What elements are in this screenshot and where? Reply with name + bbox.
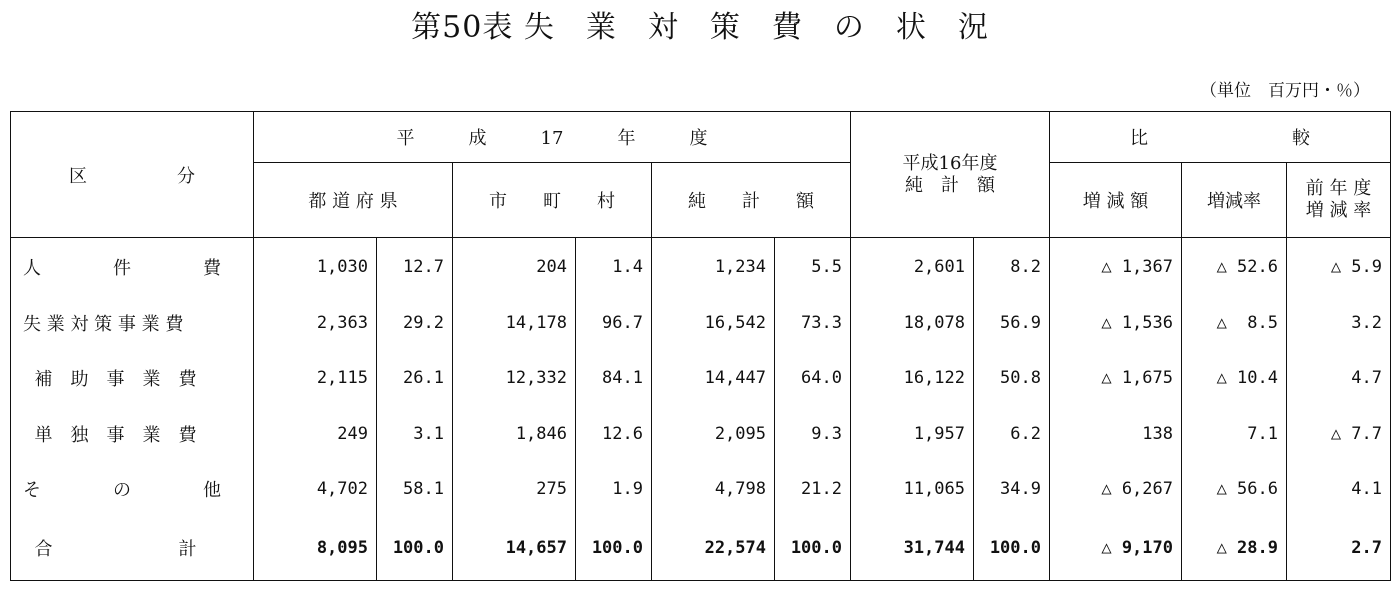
net-pct: 64.0	[775, 351, 851, 406]
change-amount: △ 9,170	[1050, 516, 1182, 580]
header-fy16-line2: 純 計 額	[905, 174, 995, 196]
table-row	[11, 351, 1391, 406]
muni-amount: 14,657	[453, 516, 576, 580]
table-row	[11, 461, 1391, 516]
prev-year-rate: △ 5.9	[1330, 256, 1383, 277]
prev-year-rate: 2.7	[1351, 538, 1383, 559]
header-fy17: 平 成 17 年 度	[254, 112, 851, 163]
pref-amount: 4,702	[254, 461, 377, 516]
fy16-pct: 8.2	[974, 238, 1050, 296]
muni-amount: 275	[453, 461, 576, 516]
row-label: 人 件 費	[11, 238, 254, 296]
pref-amount: 1,030	[254, 238, 377, 296]
fy16-pct: 6.2	[974, 406, 1050, 461]
header-change-amount: 増 減 額	[1050, 163, 1182, 238]
change-rate: △ 56.6	[1182, 461, 1287, 516]
prev-year-rate: △ 7.7	[1330, 423, 1383, 444]
net-amount: 16,542	[652, 296, 775, 351]
pref-amount: 2,363	[254, 296, 377, 351]
net-pct: 5.5	[775, 238, 851, 296]
prev-year-rate: 4.7	[1351, 368, 1383, 389]
row-label: 補 助 事 業 費	[11, 351, 254, 406]
fy16-pct: 56.9	[974, 296, 1050, 351]
table-row	[11, 406, 1391, 461]
pref-amount: 8,095	[254, 516, 377, 580]
fy16-pct: 50.8	[974, 351, 1050, 406]
net-amount: 1,234	[652, 238, 775, 296]
fy16-amount: 18,078	[851, 296, 974, 351]
pref-pct: 58.1	[377, 461, 453, 516]
change-rate: △ 52.6	[1182, 238, 1287, 296]
muni-amount: 14,178	[453, 296, 576, 351]
change-amount: △ 6,267	[1050, 461, 1182, 516]
unit-note: （単位 百万円・％）	[1200, 81, 1370, 101]
net-pct: 21.2	[775, 461, 851, 516]
net-pct: 100.0	[775, 516, 851, 580]
header-prev-year-change-rate	[1287, 163, 1391, 238]
row-label: 単 独 事 業 費	[11, 406, 254, 461]
muni-pct: 96.7	[576, 296, 652, 351]
muni-pct: 84.1	[576, 351, 652, 406]
pref-pct: 12.7	[377, 238, 453, 296]
fy16-amount: 16,122	[851, 351, 974, 406]
fy16-amount: 1,957	[851, 406, 974, 461]
net-pct: 73.3	[775, 296, 851, 351]
fy16-pct: 100.0	[974, 516, 1050, 580]
header-change-rate: 増減率	[1182, 163, 1287, 238]
change-amount: 138	[1050, 406, 1182, 461]
fy16-amount: 31,744	[851, 516, 974, 580]
table-row	[11, 238, 1391, 296]
change-rate: △ 8.5	[1182, 296, 1287, 351]
header-comparison: 比 較	[1050, 112, 1391, 163]
row-label: 失 業 対 策 事 業 費	[11, 296, 254, 351]
net-amount: 14,447	[652, 351, 775, 406]
change-rate: △ 28.9	[1182, 516, 1287, 580]
header-municipalities: 市 町 村	[453, 163, 652, 238]
header-category: 区 分	[11, 112, 254, 238]
change-amount: △ 1,536	[1050, 296, 1182, 351]
pref-amount: 249	[254, 406, 377, 461]
net-amount: 4,798	[652, 461, 775, 516]
pref-pct: 3.1	[377, 406, 453, 461]
header-prev-year-line2: 増 減 率	[1305, 200, 1372, 221]
change-rate: △ 10.4	[1182, 351, 1287, 406]
net-amount: 2,095	[652, 406, 775, 461]
table-title: 第50表 失 業 対 策 費 の 状 況	[411, 10, 989, 45]
muni-amount: 12,332	[453, 351, 576, 406]
muni-pct: 1.9	[576, 461, 652, 516]
pref-pct: 100.0	[377, 516, 453, 580]
header-fy16-line1: 平成16年度	[902, 152, 998, 174]
prev-year-rate: 3.2	[1351, 313, 1383, 334]
net-pct: 9.3	[775, 406, 851, 461]
header-net-total: 純 計 額	[652, 163, 851, 238]
muni-pct: 12.6	[576, 406, 652, 461]
change-amount: △ 1,675	[1050, 351, 1182, 406]
pref-amount: 2,115	[254, 351, 377, 406]
total-row	[11, 516, 1391, 580]
fy16-amount: 11,065	[851, 461, 974, 516]
total-label: 合 計	[11, 516, 254, 580]
muni-amount: 1,846	[453, 406, 576, 461]
header-prev-year-line1: 前 年 度	[1305, 178, 1372, 199]
fy16-pct: 34.9	[974, 461, 1050, 516]
muni-amount: 204	[453, 238, 576, 296]
change-amount: △ 1,367	[1050, 238, 1182, 296]
row-label: そ の 他	[11, 461, 254, 516]
pref-pct: 26.1	[377, 351, 453, 406]
header-fy16-net-total	[851, 112, 1050, 238]
change-rate: 7.1	[1182, 406, 1287, 461]
header-prefectures: 都 道 府 県	[254, 163, 453, 238]
pref-pct: 29.2	[377, 296, 453, 351]
muni-pct: 1.4	[576, 238, 652, 296]
muni-pct: 100.0	[576, 516, 652, 580]
prev-year-rate: 4.1	[1351, 478, 1383, 499]
unemployment-measures-table	[10, 111, 1391, 581]
net-amount: 22,574	[652, 516, 775, 580]
table-row	[11, 296, 1391, 351]
fy16-amount: 2,601	[851, 238, 974, 296]
